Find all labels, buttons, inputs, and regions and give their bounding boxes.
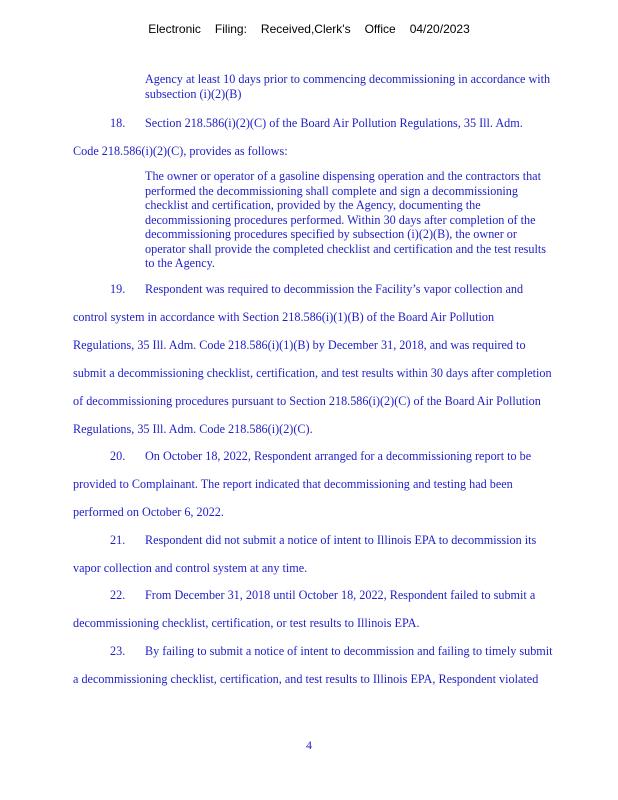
paragraph-line: control system in accordance with Section 218.586(i)(1)(B) of the Board Air Pollution [73, 310, 495, 324]
quote-line: performed the decommissioning shall complete and sign a decommissioning [145, 183, 518, 198]
paragraph-line: submit a decommissioning checklist, certification, and test results within 30 days after completion [73, 366, 552, 380]
paragraph-line: On October 18, 2022, Respondent arranged for a decommissioning report to be [145, 449, 532, 463]
paragraph-line: Respondent was required to decommission the Facility’s vapor collection and [145, 282, 524, 296]
paragraph-line: a decommissioning checklist, certification, and test results to Illinois EPA, Respondent violated [73, 672, 539, 686]
paragraph-line: Regulations, 35 Ill. Adm. Code 218.586(i)(2)(C). [73, 422, 313, 436]
paragraph-line: of decommissioning procedures pursuant to Section 218.586(i)(2)(C) of the Board Air Pollution [73, 394, 541, 408]
quote-line: checklist and certification, provided by the Agency, documenting the [145, 198, 481, 212]
paragraph-number: 20. [110, 449, 126, 463]
header-date: 04/20/2023 [409, 22, 470, 36]
quote-line: subsection (i)(2)(B) [145, 87, 242, 101]
quote-line: operator shall provide the completed checklist and certification and the test results [145, 241, 547, 256]
header-electronic: Electronic [148, 22, 201, 36]
paragraph-line: performed on October 6, 2022. [73, 505, 224, 519]
quote-line: decommissioning procedures performed. Within 30 days after completion of the [145, 212, 536, 227]
paragraph-number: 23. [110, 644, 126, 658]
header-office: Office [364, 22, 396, 36]
paragraph-line: By failing to submit a notice of intent to decommission and failing to timely submit [145, 644, 553, 658]
quote-line: decommissioning procedures specified by subsection (i)(2)(B), the owner or [145, 227, 517, 241]
quote-line: Agency at least 10 days prior to commencing decommissioning in accordance with [145, 72, 551, 86]
paragraph-line: vapor collection and control system at any time. [73, 561, 308, 575]
paragraph-line: Section 218.586(i)(2)(C) of the Board Air Pollution Regulations, 35 Ill. Adm. [145, 116, 523, 130]
paragraph-number: 18. [110, 116, 126, 130]
paragraph-line: Respondent did not submit a notice of intent to Illinois EPA to decommission its [145, 533, 537, 547]
paragraph-number: 21. [110, 533, 126, 547]
paragraph-number: 22. [110, 588, 126, 602]
paragraph-number: 19. [110, 282, 126, 296]
quote-line: The owner or operator of a gasoline dispensing operation and the contractors that [145, 169, 541, 183]
paragraph-line: decommissioning checklist, certification, or test results to Illinois EPA. [73, 616, 420, 630]
header-filing: Filing: [214, 22, 247, 36]
paragraph-line: From December 31, 2018 until October 18, 2022, Respondent failed to submit a [145, 588, 536, 602]
paragraph-line: Regulations, 35 Ill. Adm. Code 218.586(i)(1)(B) by December 31, 2018, and was required to [73, 338, 526, 352]
paragraph-line: Code 218.586(i)(2)(C), provides as follows: [73, 144, 288, 158]
paragraph-line: provided to Complainant. The report indicated that decommissioning and testing had been [73, 477, 513, 491]
filing-stamp-header [0, 22, 618, 36]
quote-line: to the Agency. [145, 256, 215, 270]
page-number: 4 [306, 738, 312, 752]
header-received: Received,Clerk's [260, 22, 351, 36]
